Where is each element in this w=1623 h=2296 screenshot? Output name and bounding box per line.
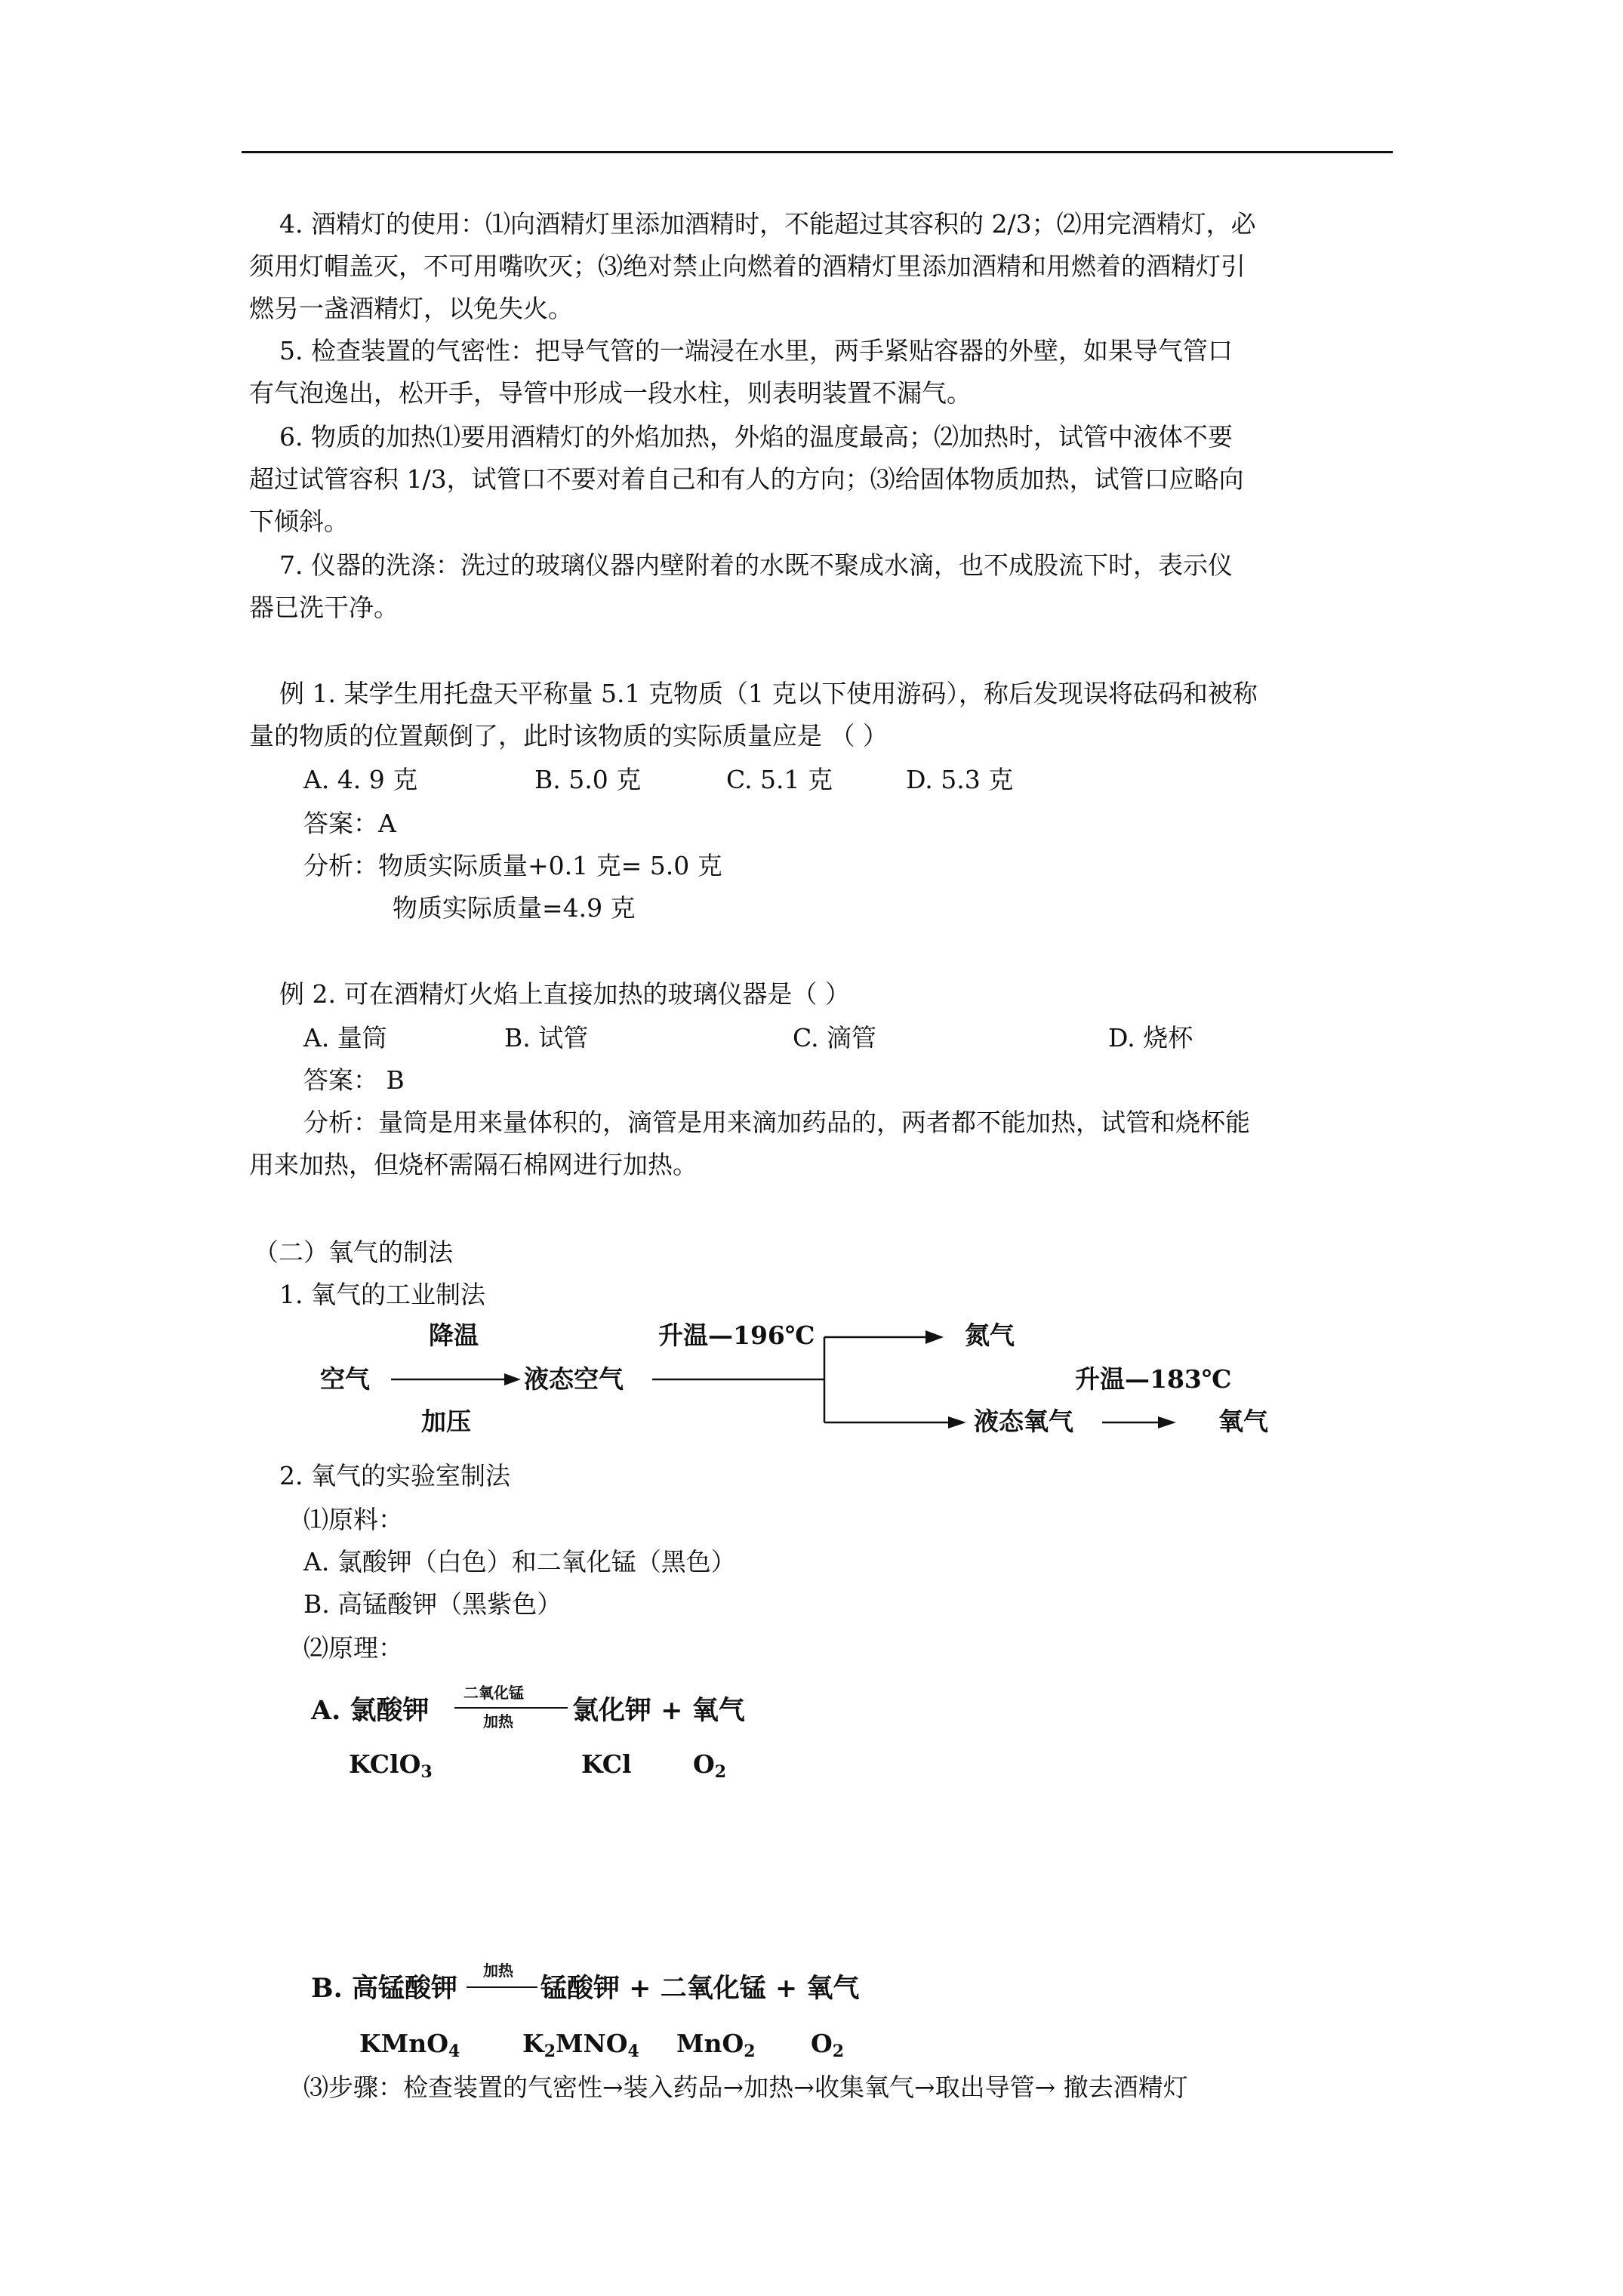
example-1-line2: 量的物质的位置颠倒了，此时该物质的实际质量应是 （ ） xyxy=(249,721,888,750)
materials-label: ⑴原料： xyxy=(303,1505,403,1534)
para-6-line2: 超过试管容积 1/3，试管口不要对着自己和有人的方向；⑶给固体物质加热，试管口应略向 xyxy=(249,464,1244,494)
heat-196-label: 升温—196℃ xyxy=(658,1321,815,1350)
oxygen-label: 氧气 xyxy=(1218,1407,1268,1436)
heat-183-label: 升温—183℃ xyxy=(1075,1364,1232,1394)
example-2-option-d: D. 烧杯 xyxy=(1108,1023,1193,1052)
example-2-answer: 答案： B xyxy=(303,1065,405,1095)
lab-heading: 2. 氧气的实验室制法 xyxy=(279,1461,510,1490)
example-2-option-c: C. 滴管 xyxy=(793,1023,877,1052)
nitrogen-label: 氮气 xyxy=(965,1321,1015,1350)
example-1-option-b: B. 5.0 克 xyxy=(534,765,642,794)
para-7-line2: 器已洗干净。 xyxy=(249,593,399,622)
principle-label: ⑵原理： xyxy=(303,1633,403,1663)
industrial-heading: 1. 氧气的工业制法 xyxy=(279,1280,485,1309)
arrow-liquid-oxygen-to-oxygen xyxy=(1102,1416,1176,1428)
example-1-analysis-2: 物质实际质量=4.9 克 xyxy=(393,893,636,923)
para-6-line1: 6. 物质的加热⑴要用酒精灯的外焰加热，外焰的温度最高；⑵加热时，试管中液体不要 xyxy=(279,422,1233,451)
liquid-air-label: 液态空气 xyxy=(524,1364,624,1394)
formula-k2mno4: $K_2MNO_4$ xyxy=(522,2029,639,2061)
steps-line: ⑶步骤：检查装置的气密性→装入药品→加热→收集氧气→取出导管→ 撤去酒精灯 xyxy=(303,2073,1188,2102)
para-5-line1: 5. 检查装置的气密性：把导气管的一端浸在水里，两手紧贴容器的外壁，如果导气管口 xyxy=(279,336,1233,365)
para-6-line3: 下倾斜。 xyxy=(249,507,349,536)
liquid-oxygen-label: 液态氧气 xyxy=(974,1407,1073,1436)
example-1-option-a: A. 4. 9 克 xyxy=(303,765,418,794)
para-4-line2: 须用灯帽盖灭，不可用嘴吹灭；⑶绝对禁止向燃着的酒精灯里添加酒精和用燃着的酒精灯引 xyxy=(249,251,1246,281)
material-b: B. 高锰酸钾（黑紫色） xyxy=(303,1589,562,1619)
example-1-option-c: C. 5.1 克 xyxy=(726,765,833,794)
formula-kmno4: KMnO$_4$ xyxy=(359,2029,460,2061)
example-1-line1: 例 1. 某学生用托盘天平称量 5.1 克物质（1 克以下使用游码），称后发现误将砝码和被称 xyxy=(279,679,1258,708)
para-4-line3: 燃另一盏酒精灯，以免失火。 xyxy=(249,294,573,323)
para-4-line1: 4. 酒精灯的使用：⑴向酒精灯里添加酒精时，不能超过其容积的 2/3；⑵用完酒精灯，必 xyxy=(279,209,1256,239)
formula-mno2: MnO$_2$ xyxy=(676,2029,756,2061)
example-2-option-b: B. 试管 xyxy=(504,1023,589,1052)
press-label: 加压 xyxy=(421,1407,471,1436)
branch-lines xyxy=(652,1330,966,1428)
example-1-answer: 答案：A xyxy=(303,809,396,838)
example-1-option-d: D. 5.3 克 xyxy=(906,765,1014,794)
para-7-line1: 7. 仪器的洗涤：洗过的玻璃仪器内壁附着的水既不聚成水滴，也不成股流下时，表示仪 xyxy=(279,550,1233,580)
reaction-a-catalyst: 二氧化锰 xyxy=(463,1684,524,1702)
reaction-b-products: 锰酸钾 + 二氧化锰 + 氧气 xyxy=(540,1973,860,2004)
reaction-b-reactant: B. 高锰酸钾 xyxy=(311,1973,457,2004)
material-a: A. 氯酸钾（白色）和二氧化锰（黑色） xyxy=(303,1547,736,1576)
section-heading: （二）氧气的制法 xyxy=(254,1237,453,1267)
cool-label: 降温 xyxy=(429,1321,479,1350)
formula-kcl: KCl xyxy=(581,1749,632,1779)
formula-o2-b: $O_2$ xyxy=(811,2029,845,2061)
arrow-air-to-liquid-air xyxy=(391,1373,521,1385)
example-2-option-a: A. 量筒 xyxy=(303,1023,387,1052)
example-1-analysis-1: 分析：物质实际质量+0.1 克= 5.0 克 xyxy=(303,851,722,880)
formula-kclo3: KClO$_3$ xyxy=(349,1749,433,1782)
reaction-a-reactant: A. 氯酸钾 xyxy=(311,1695,430,1726)
example-2-analysis-2: 用来加热，但烧杯需隔石棉网进行加热。 xyxy=(249,1150,698,1179)
formula-o2-a: $O_2$ xyxy=(693,1749,727,1782)
reaction-a-products: 氯化钾 + 氧气 xyxy=(572,1695,745,1726)
para-5-line2: 有气泡逸出，松开手，导管中形成一段水柱，则表明装置不漏气。 xyxy=(249,378,972,408)
example-2-line1: 例 2. 可在酒精灯火焰上直接加热的玻璃仪器是（ ） xyxy=(279,979,850,1009)
example-2-analysis-1: 分析：量筒是用来量体积的，滴管是用来滴加药品的，两者都不能加热，试管和烧杯能 xyxy=(303,1108,1250,1137)
air-label: 空气 xyxy=(320,1364,370,1394)
reaction-a-condition: 加热 xyxy=(483,1712,513,1730)
reaction-b-condition: 加热 xyxy=(483,1962,513,1980)
